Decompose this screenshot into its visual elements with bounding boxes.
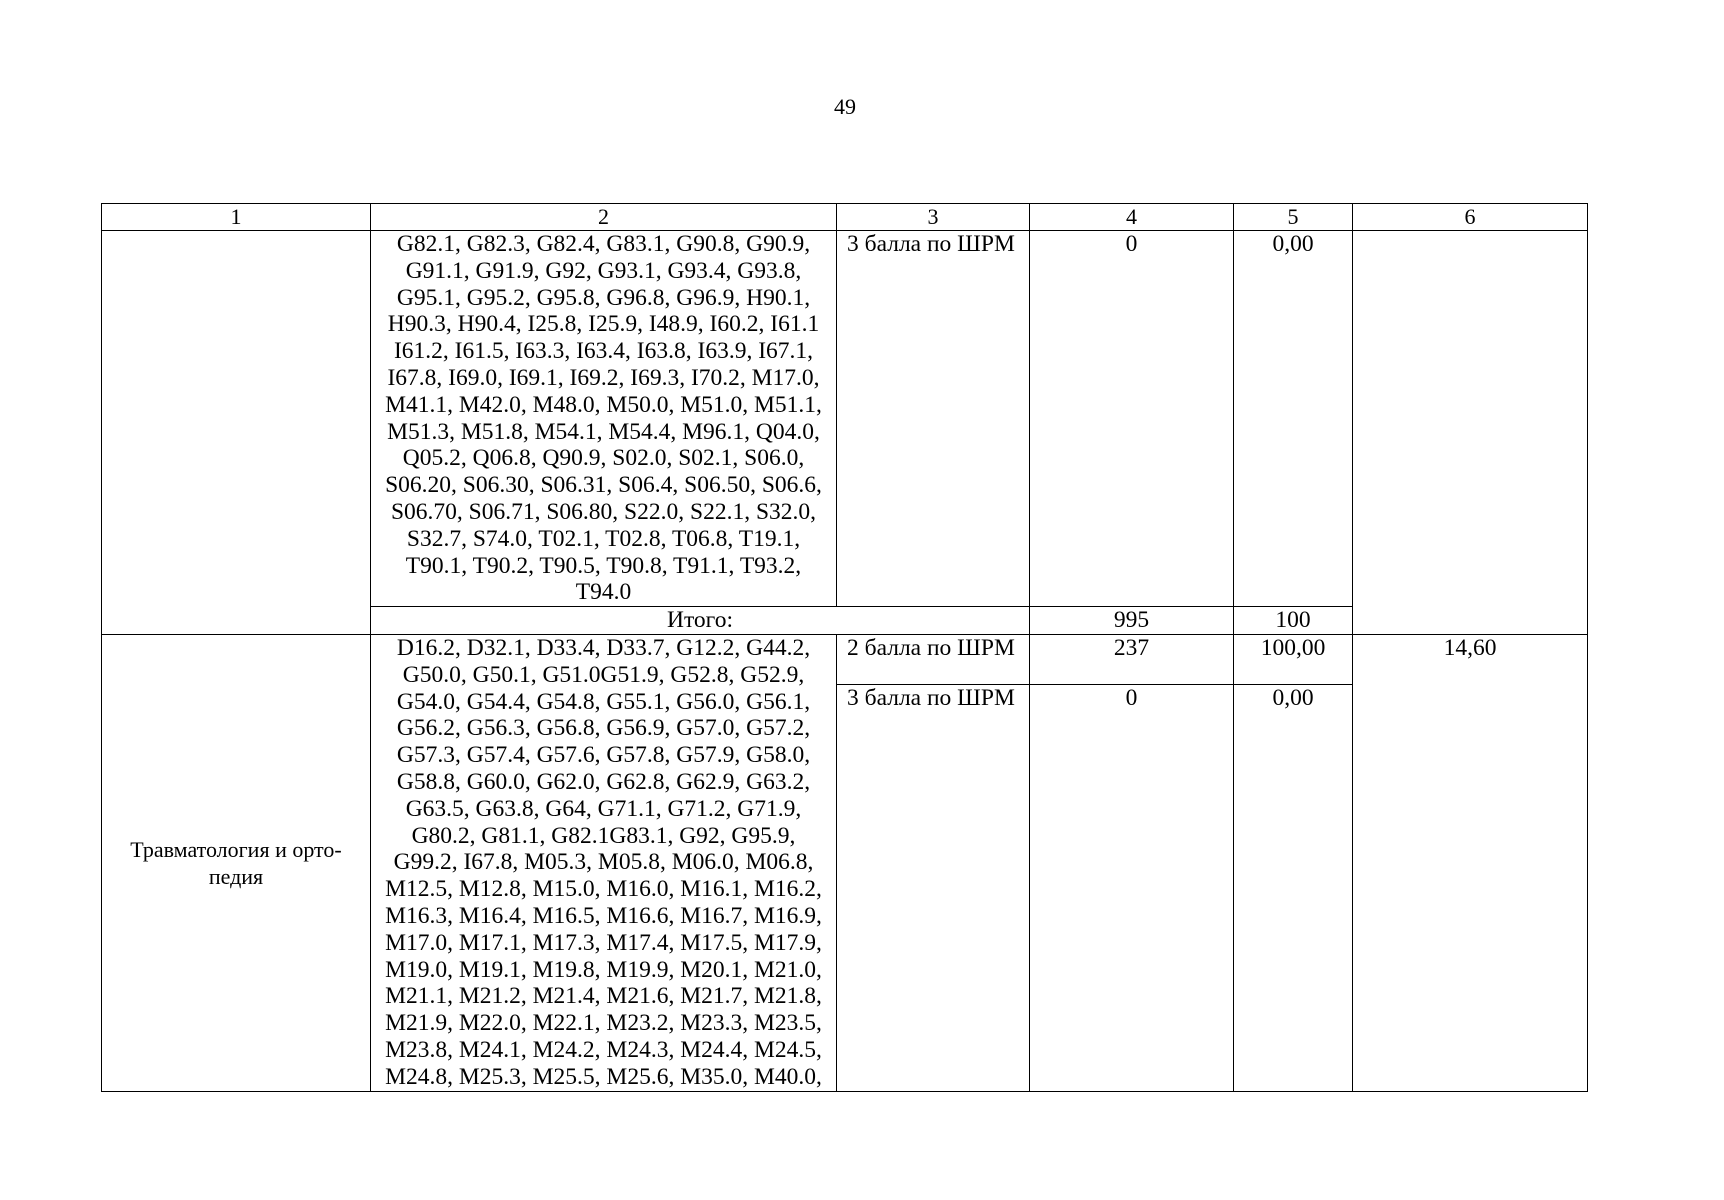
specialty-line: педия: [208, 863, 264, 889]
code-line: I61.2, I61.5, I63.3, I63.4, I63.8, I63.9, I67.1,: [393, 338, 814, 365]
code-line: G56.2, G56.3, G56.8, G56.9, G57.0, G57.2,: [396, 715, 811, 742]
code-line: M17.0, M17.1, M17.3, M17.4, M17.5, M17.9,: [385, 929, 822, 956]
total-count: 995: [1030, 607, 1234, 635]
percent-cell: 100,00: [1234, 634, 1353, 684]
header-col-6: 6: [1353, 204, 1588, 231]
code-line: M19.0, M19.1, M19.8, M19.9, M20.1, M21.0,: [385, 956, 822, 983]
count-cell: 0: [1030, 684, 1234, 1091]
count-cell: 237: [1030, 634, 1234, 684]
count-cell: 0: [1030, 231, 1234, 607]
code-line: S06.70, S06.71, S06.80, S22.0, S22.1, S32.0,: [390, 498, 817, 525]
total-label: Итого:: [371, 607, 1030, 635]
code-line: M21.9, M22.0, M22.1, M23.2, M23.3, M23.5,: [385, 1010, 822, 1037]
code-line: G54.0, G54.4, G54.8, G55.1, G56.0, G56.1,: [396, 688, 811, 715]
code-line: Q05.2, Q06.8, Q90.9, S02.0, S02.1, S06.0,: [402, 445, 805, 472]
header-col-5: 5: [1234, 204, 1353, 231]
code-line: M12.5, M12.8, M15.0, M16.0, M16.1, M16.2,: [385, 876, 822, 903]
table-row: [102, 231, 1588, 607]
data-table: [101, 203, 1588, 1092]
table-row: [102, 634, 1588, 684]
header-col-1: 1: [102, 204, 371, 231]
code-line: S06.20, S06.30, S06.31, S06.4, S06.50, S06.6,: [385, 472, 822, 499]
table-header-row: [102, 204, 1588, 231]
code-line: G99.2, I67.8, M05.3, M05.8, M06.0, M06.8,: [393, 849, 814, 876]
codes-cell: [371, 634, 837, 1091]
code-line: T94.0: [575, 579, 632, 606]
score-cell: 3 балла по ШРМ: [837, 684, 1030, 1091]
specialty-line: Травматология и орто-: [130, 836, 342, 862]
code-line: G50.0, G50.1, G51.0G51.9, G52.8, G52.9,: [402, 661, 805, 688]
code-line: G58.8, G60.0, G62.0, G62.8, G62.9, G63.2,: [396, 768, 811, 795]
col6-value: 14,60: [1353, 634, 1588, 1091]
code-line: M16.3, M16.4, M16.5, M16.6, M16.7, M16.9,: [385, 902, 822, 929]
specialty-cell-empty: [102, 231, 371, 635]
code-line: M21.1, M21.2, M21.4, M21.6, M21.7, M21.8,: [385, 983, 822, 1010]
codes-cell: [371, 231, 837, 607]
specialty-cell: [102, 634, 371, 1091]
code-line: G80.2, G81.1, G82.1G83.1, G92, G95.9,: [411, 822, 796, 849]
col6-cell-empty: [1353, 231, 1588, 635]
code-line: D16.2, D32.1, D33.4, D33.7, G12.2, G44.2,: [396, 634, 811, 661]
code-line: M23.8, M24.1, M24.2, M24.3, M24.4, M24.5,: [385, 1036, 822, 1063]
header-col-3: 3: [837, 204, 1030, 231]
code-line: G82.1, G82.3, G82.4, G83.1, G90.8, G90.9,: [396, 231, 811, 257]
total-percent: 100: [1234, 607, 1353, 635]
score-cell: 3 балла по ШРМ: [837, 231, 1030, 607]
code-line: G63.5, G63.8, G64, G71.1, G71.2, G71.9,: [405, 795, 802, 822]
code-line: G95.1, G95.2, G95.8, G96.8, G96.9, H90.1,: [396, 284, 811, 311]
code-line: G91.1, G91.9, G92, G93.1, G93.4, G93.8,: [405, 257, 802, 284]
header-col-2: 2: [371, 204, 837, 231]
code-line: G57.3, G57.4, G57.6, G57.8, G57.9, G58.0,: [396, 742, 811, 769]
page-number: 49: [834, 94, 856, 119]
score-cell: 2 балла по ШРМ: [837, 634, 1030, 684]
code-line: M51.3, M51.8, M54.1, M54.4, M96.1, Q04.0,: [387, 418, 820, 445]
percent-cell: 0,00: [1234, 231, 1353, 607]
code-line: I67.8, I69.0, I69.1, I69.2, I69.3, I70.2, M17.0,: [387, 364, 820, 391]
percent-cell: 0,00: [1234, 684, 1353, 1091]
header-col-4: 4: [1030, 204, 1234, 231]
code-line: M41.1, M42.0, M48.0, M50.0, M51.0, M51.1,: [385, 391, 822, 418]
code-line: M24.8, M25.3, M25.5, M25.6, M35.0, M40.0,: [385, 1063, 822, 1090]
code-line: H90.3, H90.4, I25.8, I25.9, I48.9, I60.2, I61.1: [387, 311, 820, 338]
code-line: S32.7, S74.0, T02.1, T02.8, T06.8, T19.1,: [406, 525, 801, 552]
code-line: T90.1, T90.2, T90.5, T90.8, T91.1, T93.2,: [405, 552, 802, 579]
